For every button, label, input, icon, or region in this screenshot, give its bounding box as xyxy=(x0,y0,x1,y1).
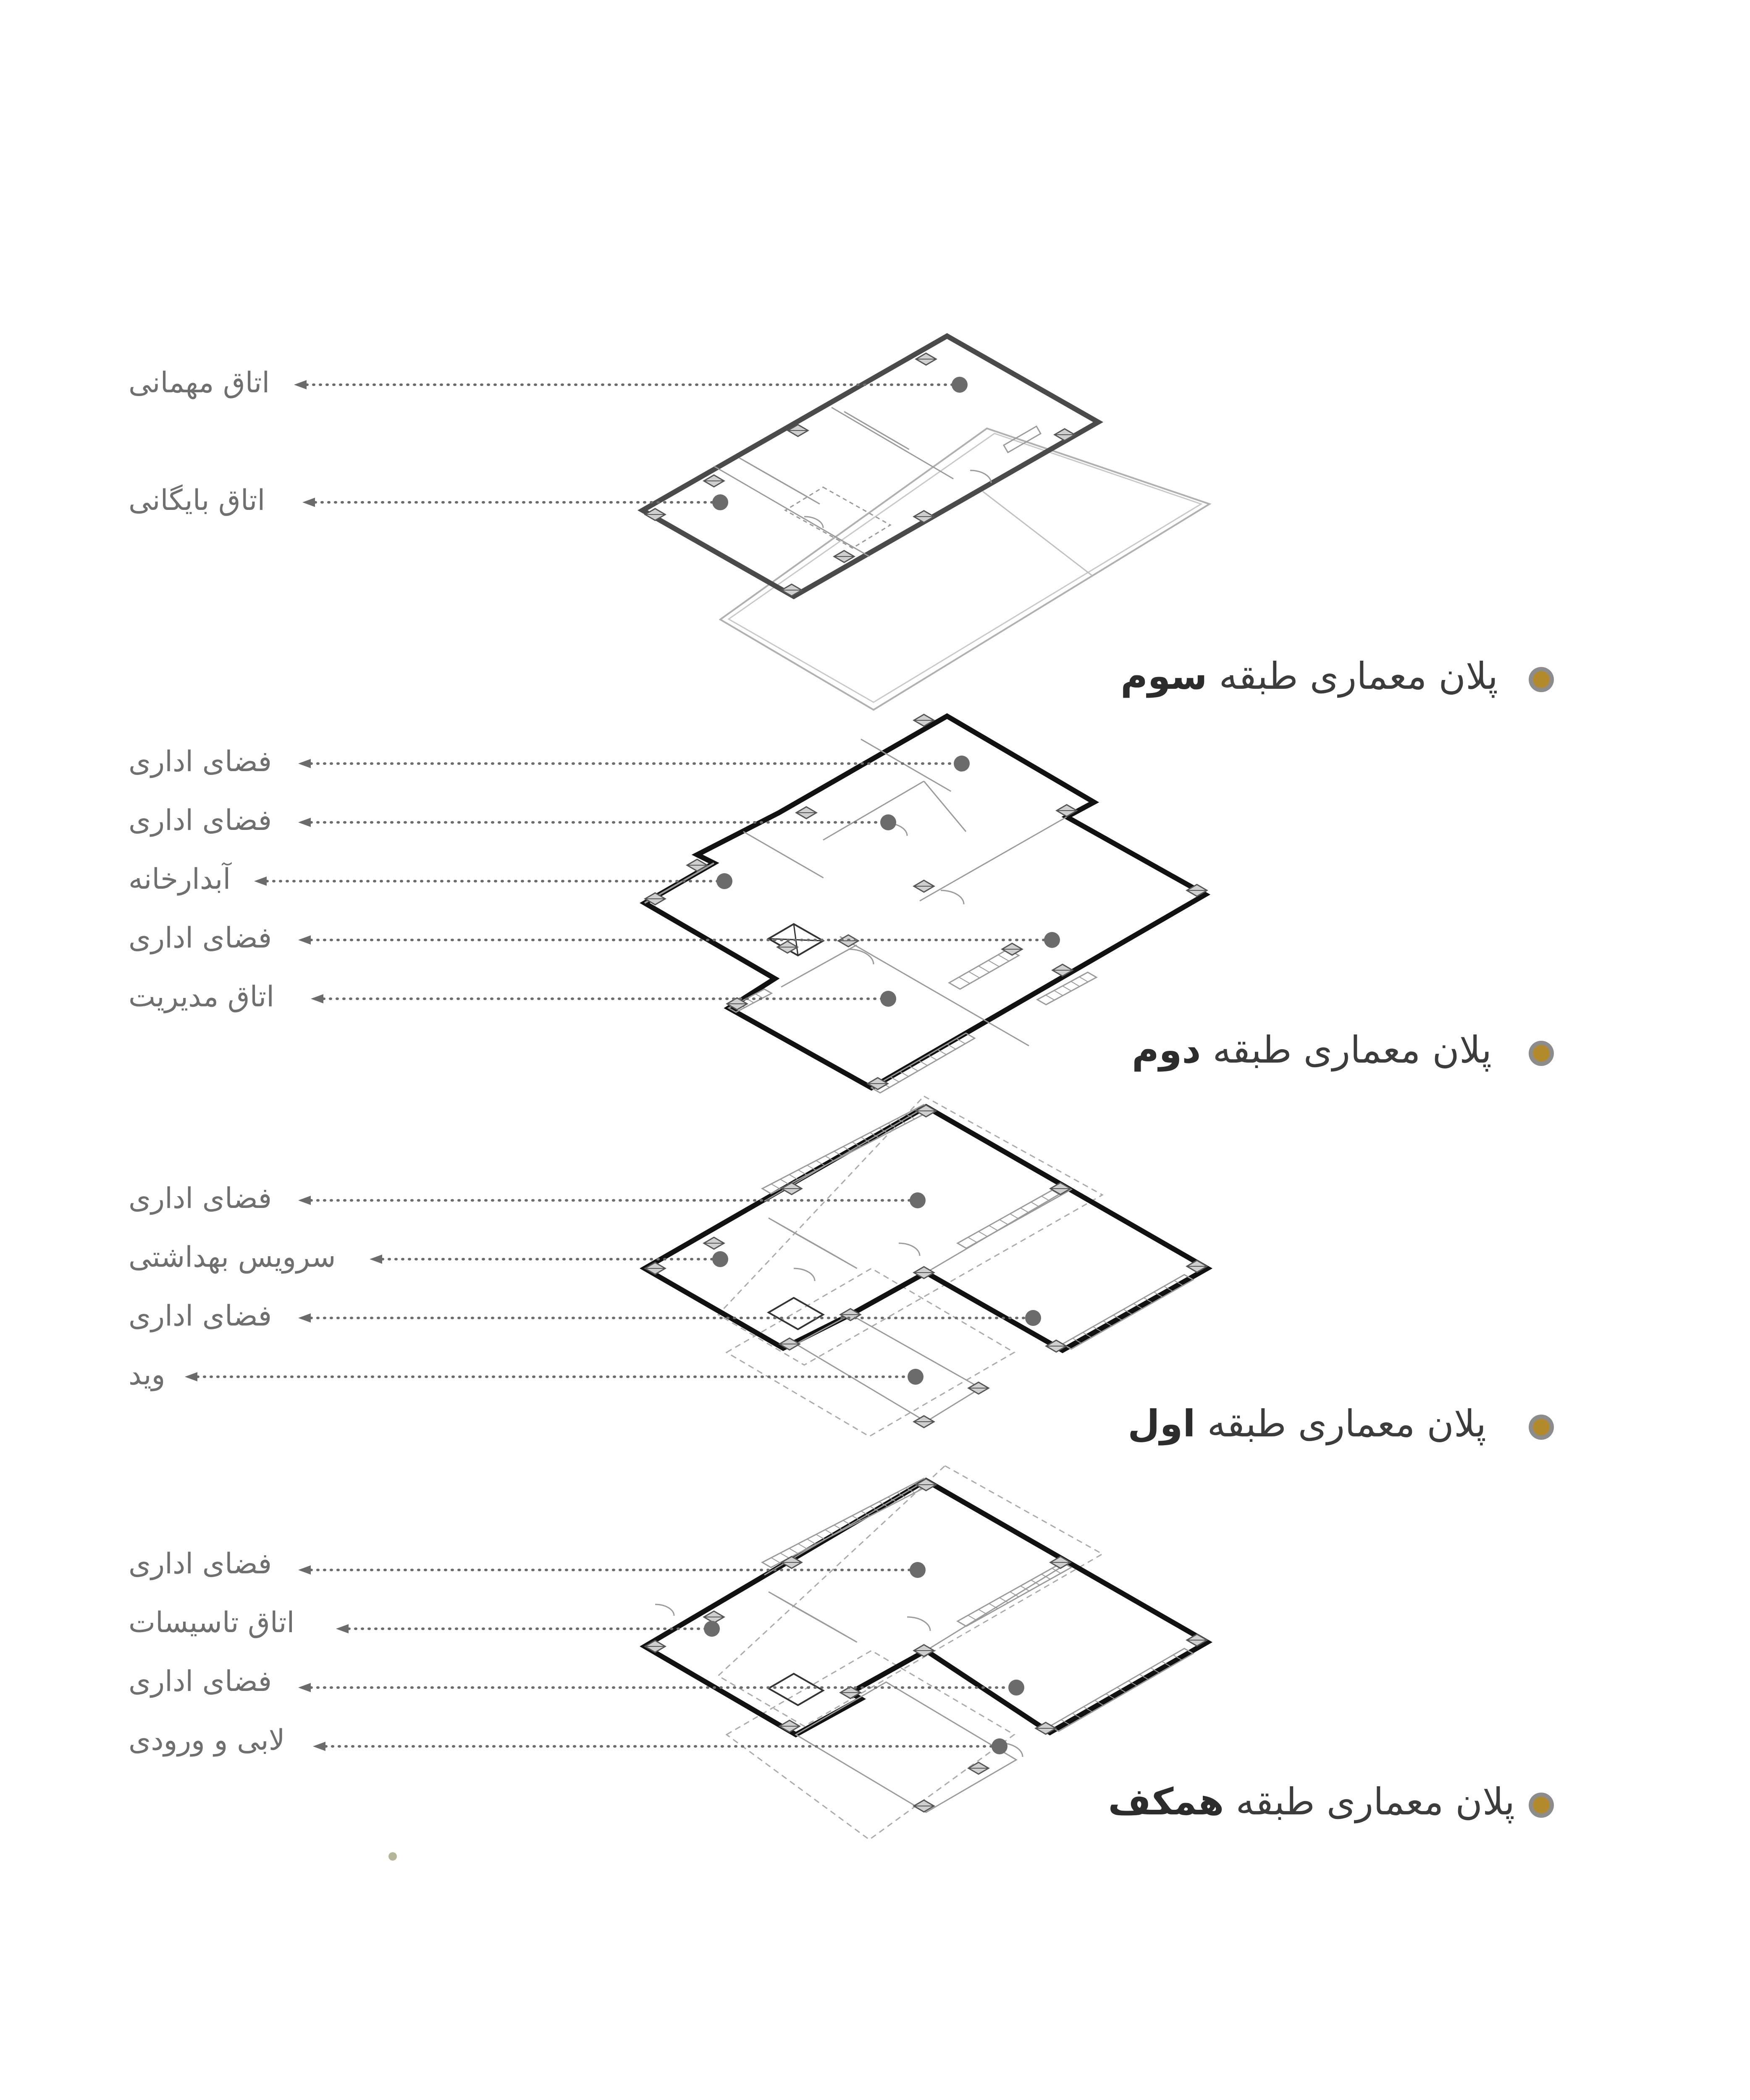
leader-second-office-3-dot xyxy=(1044,932,1060,948)
leader-ground-lobby-arrowhead xyxy=(313,1742,325,1751)
leader-first-wc-dot xyxy=(712,1251,728,1267)
second-band-stair2-tread xyxy=(959,977,970,984)
second-band-east-tread xyxy=(1046,995,1055,1000)
floor-title-level: همکف xyxy=(1108,1780,1224,1823)
floor-title-level: سوم xyxy=(1120,654,1207,698)
ground-band-stair-tread xyxy=(989,1604,998,1609)
floor-title-first xyxy=(1128,1402,1486,1445)
ground-band-north-tread xyxy=(789,1549,798,1554)
room-label-second-manager: اتاق مدیریت xyxy=(129,980,275,1013)
second-interior-wall xyxy=(920,817,1067,901)
first-band-stair-tread xyxy=(1021,1208,1029,1213)
first-band-stair-tread xyxy=(979,1231,987,1236)
first-band-north-tread xyxy=(789,1175,798,1180)
first-band-stair-tread xyxy=(1031,1202,1040,1207)
third-door xyxy=(970,470,991,483)
first-stair-tread xyxy=(825,1250,851,1265)
second-band-stair2-tread xyxy=(988,961,999,967)
first-door xyxy=(899,1243,920,1256)
second-band-north-tread xyxy=(933,781,943,787)
leader-second-office-2-dot xyxy=(880,814,896,830)
second-interior-wall xyxy=(924,781,966,832)
second-band-south-tread xyxy=(947,1044,956,1049)
floor-title-prefix: پلان معماری طبقه xyxy=(1236,1780,1515,1823)
leader-first-void-dot xyxy=(908,1369,924,1385)
second-band-south-tread xyxy=(928,1055,937,1060)
third-interior-wall xyxy=(832,407,953,479)
first-band-north-tread xyxy=(798,1170,807,1175)
leader-first-void-arrowhead xyxy=(185,1372,197,1381)
first-door xyxy=(794,1268,815,1281)
second-band-east-tread xyxy=(1063,986,1071,991)
room-label-third-guest-room: اتاق مهمانی xyxy=(129,366,270,399)
second-door xyxy=(941,890,964,904)
second-band-south-tread xyxy=(957,1039,966,1044)
room-label-first-wc: سرویس بهداشتی xyxy=(129,1241,336,1274)
leader-ground-mechanical-arrowhead xyxy=(336,1624,349,1633)
second-band-west-tread xyxy=(756,994,763,998)
ground-floor-walls xyxy=(645,1480,1207,1735)
floor-title-prefix: پلان معماری طبقه xyxy=(1207,1402,1486,1445)
floor-title-ground xyxy=(1108,1780,1515,1823)
second-band-east-tread xyxy=(1079,977,1088,982)
second-floor-walls xyxy=(645,716,1205,1088)
leader-ground-office-1-arrowhead xyxy=(298,1565,311,1575)
leader-second-office-1-dot xyxy=(954,756,970,772)
title-bullet-third xyxy=(1533,671,1550,688)
ground-band-north-tread xyxy=(816,1534,825,1539)
room-label-second-office-3: فضای اداری xyxy=(129,921,272,955)
leader-second-manager-arrowhead xyxy=(311,994,323,1003)
floor-title-third xyxy=(1120,654,1498,698)
first-band-stair-tread xyxy=(989,1226,998,1231)
room-label-second-pantry: آبدارخانه xyxy=(129,863,231,896)
room-label-ground-mechanical: اتاق تاسیسات xyxy=(129,1606,295,1639)
floor-title-level: دوم xyxy=(1132,1028,1201,1071)
first-void-dashed xyxy=(727,1268,1014,1436)
leader-second-pantry-arrowhead xyxy=(254,877,267,886)
floor-title-level: اول xyxy=(1128,1402,1196,1445)
leader-third-guest-arrowhead xyxy=(294,380,307,389)
leader-second-manager-dot xyxy=(880,991,896,1007)
leader-second-office-1-arrowhead xyxy=(298,759,311,768)
ground-band-north-tread xyxy=(825,1530,834,1535)
second-band-east-tread xyxy=(1071,982,1080,987)
third-terrace-split xyxy=(983,491,1092,575)
second-interior-wall xyxy=(781,945,857,987)
leader-third-archive-dot xyxy=(712,494,728,510)
room-label-ground-lobby: لابی و ورودی xyxy=(129,1724,285,1757)
room-label-second-office-1: فضای اداری xyxy=(129,745,272,778)
leader-third-guest-dot xyxy=(952,377,968,393)
floor-title-prefix: پلان معماری طبقه xyxy=(1212,1028,1492,1071)
room-label-ground-office-2: فضای اداری xyxy=(129,1665,272,1698)
first-band-stair-tread xyxy=(968,1237,977,1242)
ground-band-stair-tread xyxy=(979,1609,987,1614)
ground-band-north-tread xyxy=(771,1558,780,1563)
leader-ground-office-2-dot xyxy=(1008,1680,1024,1696)
second-door xyxy=(848,949,874,964)
room-label-ground-office-1: فضای اداری xyxy=(129,1547,272,1580)
first-band-stair-tread xyxy=(1042,1196,1050,1201)
second-stair-tread xyxy=(792,860,818,874)
third-interior-wall xyxy=(714,466,869,556)
third-floor-walls xyxy=(643,336,1098,596)
ground-band-north-tread xyxy=(798,1544,807,1549)
second-band-stair2-tread xyxy=(998,955,1009,961)
second-interior-wall xyxy=(823,781,924,840)
leader-first-office-1-arrowhead xyxy=(298,1196,311,1205)
ground-elevator xyxy=(769,1674,823,1705)
first-band-north-tread xyxy=(771,1184,780,1189)
second-band-south-tread xyxy=(890,1077,899,1082)
ground-interior-wall xyxy=(926,1562,1069,1651)
stray-dot xyxy=(388,1852,397,1861)
leader-ground-office-1-dot xyxy=(910,1562,926,1578)
leader-second-office-3-arrowhead xyxy=(298,935,311,945)
leader-first-office-2-dot xyxy=(1025,1310,1041,1326)
first-slab-dashed xyxy=(718,1096,1102,1365)
first-band-north-tread xyxy=(780,1179,789,1184)
third-door xyxy=(804,517,823,528)
second-band-south-tread xyxy=(900,1071,909,1076)
title-bullet-first xyxy=(1533,1419,1550,1436)
first-band-north-tread xyxy=(807,1165,816,1170)
second-band-south-tread xyxy=(919,1060,928,1066)
second-band-stair2-tread xyxy=(969,971,980,978)
room-label-third-archive: اتاق بایگانی xyxy=(129,484,265,517)
floor-title-second xyxy=(1132,1028,1492,1071)
leader-ground-lobby-dot xyxy=(992,1738,1007,1754)
first-band-stair-tread xyxy=(1000,1220,1008,1225)
ground-band-north-tread xyxy=(807,1539,816,1544)
first-elevator xyxy=(769,1298,823,1329)
title-bullet-second xyxy=(1533,1045,1550,1062)
leader-first-office-2-arrowhead xyxy=(298,1313,311,1323)
leader-ground-mechanical-dot xyxy=(704,1621,720,1637)
second-band-stair2-tread xyxy=(979,966,989,972)
leader-third-archive-arrowhead xyxy=(302,498,315,507)
ground-band-stair-tread xyxy=(968,1615,977,1620)
title-bullet-ground xyxy=(1533,1797,1550,1814)
ground-band-north-tread xyxy=(780,1553,789,1558)
first-band-stair-tread xyxy=(1010,1214,1019,1219)
ground-stair-tread xyxy=(825,1624,851,1639)
leader-first-wc-arrowhead xyxy=(370,1255,382,1264)
ground-door xyxy=(907,1617,930,1631)
leader-second-office-2-arrowhead xyxy=(298,818,311,827)
room-label-first-office-2: فضای اداری xyxy=(129,1299,272,1333)
room-label-second-office-2: فضای اداری xyxy=(129,804,272,837)
room-label-first-office-1: فضای اداری xyxy=(129,1182,272,1215)
second-band-east-tread xyxy=(1054,990,1063,995)
leader-first-office-1-dot xyxy=(910,1192,926,1208)
ground-door xyxy=(655,1604,674,1616)
leader-ground-office-2-arrowhead xyxy=(298,1683,311,1692)
first-floor-walls xyxy=(645,1107,1207,1350)
third-window xyxy=(1004,426,1041,452)
leader-second-pantry-dot xyxy=(716,873,732,889)
second-band-south-tread xyxy=(938,1050,947,1055)
second-band-south-tread xyxy=(909,1066,918,1071)
floor-title-prefix: پلان معماری طبقه xyxy=(1219,654,1498,698)
room-label-first-void: وید xyxy=(129,1358,165,1391)
